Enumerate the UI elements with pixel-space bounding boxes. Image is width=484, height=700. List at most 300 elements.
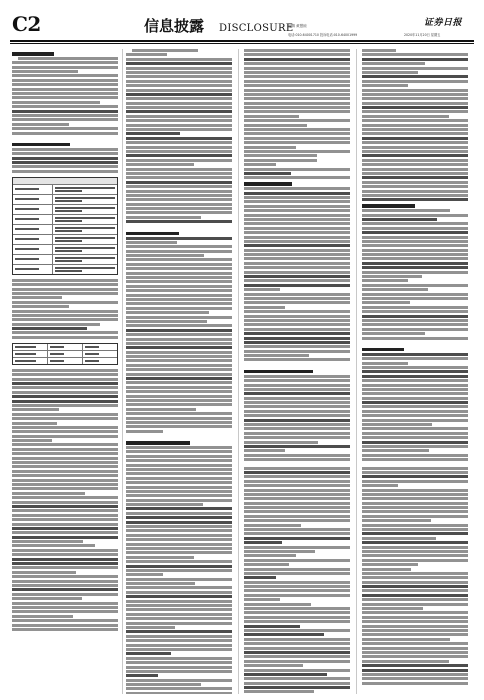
text-line: [244, 686, 350, 689]
text-line: [244, 397, 350, 400]
text-line: [126, 538, 232, 541]
text-line: [362, 168, 468, 171]
text-line: [12, 422, 57, 425]
text-line: [12, 400, 118, 403]
table-cell: [13, 265, 53, 274]
text-line: [12, 452, 118, 455]
text-line: [12, 606, 118, 609]
text-line: [362, 598, 468, 601]
text-line: [126, 459, 232, 462]
text-line: [362, 141, 468, 144]
text-line: [12, 558, 118, 561]
text-line: [12, 310, 118, 313]
text-line: [244, 49, 350, 52]
table-cell: [13, 344, 48, 350]
text-line: [12, 336, 118, 339]
table-cell: [13, 235, 53, 244]
text-line: [12, 549, 118, 552]
text-line: [244, 205, 350, 208]
text-line: [12, 439, 52, 442]
table-cell: [48, 358, 83, 364]
text-line: [126, 687, 232, 690]
text-line: [12, 580, 118, 583]
table-row: [13, 351, 117, 358]
subheading-line: [244, 182, 292, 186]
text-line: [12, 509, 118, 512]
text-line: [12, 610, 118, 613]
text-line: [12, 527, 118, 530]
text-line: [244, 546, 350, 549]
text-line: [126, 399, 232, 402]
text-line: [126, 89, 232, 92]
text-line: [126, 311, 209, 314]
text-line: [362, 375, 468, 378]
text-line: [126, 499, 232, 502]
text-line: [244, 467, 350, 470]
text-line: [244, 323, 350, 326]
text-line: [362, 642, 468, 645]
text-line: [244, 625, 300, 628]
table-cell: [13, 225, 53, 234]
text-line: [362, 655, 468, 658]
text-line: [244, 172, 291, 175]
text-line: [12, 61, 118, 64]
table-row: [13, 225, 117, 235]
text-line: [126, 298, 232, 301]
text-line: [244, 275, 350, 278]
text-line: [244, 432, 350, 435]
text-line: [244, 187, 350, 190]
text-line: [362, 328, 468, 331]
text-line: [244, 594, 350, 597]
text-line: [244, 515, 350, 518]
text-line: [126, 490, 232, 493]
text-line: [12, 110, 118, 113]
text-line: [126, 324, 232, 327]
text-line: [126, 346, 232, 349]
text-line: [126, 573, 163, 576]
text-line: [244, 141, 350, 144]
text-line: [244, 89, 350, 92]
text-line: [12, 514, 118, 517]
text-line: [126, 62, 232, 65]
table-cell: [13, 255, 53, 264]
text-line: [244, 502, 350, 505]
text-line: [362, 432, 468, 435]
text-line: [126, 53, 167, 56]
text-line: [362, 194, 468, 197]
text-column-2: [126, 49, 232, 694]
text-line: [362, 128, 468, 131]
table-row: [13, 215, 117, 225]
text-line: [126, 622, 232, 625]
text-line: [362, 379, 468, 382]
table-cell: [48, 344, 83, 350]
text-line: [244, 541, 282, 544]
text-line: [362, 449, 429, 452]
table-row: [13, 185, 117, 195]
text-line: [12, 395, 118, 398]
text-line: [244, 651, 350, 654]
text-line: [126, 521, 232, 524]
column-divider: [122, 49, 123, 694]
text-line: [244, 227, 350, 230]
table-cell: [48, 351, 83, 357]
text-line: [244, 350, 350, 353]
text-line: [244, 231, 350, 234]
text-line: [362, 67, 468, 70]
text-line: [244, 214, 350, 217]
text-line: [126, 486, 232, 489]
text-line: [362, 677, 468, 680]
text-line: [362, 629, 468, 632]
text-line: [126, 342, 232, 345]
text-line: [244, 524, 301, 527]
text-line: [362, 616, 468, 619]
text-line: [126, 316, 232, 319]
text-line: [362, 80, 468, 83]
paragraph-gap: [244, 363, 350, 367]
text-line: [126, 124, 232, 127]
text-line: [12, 575, 118, 578]
text-line: [362, 110, 468, 113]
text-line: [126, 168, 232, 171]
text-line: [244, 598, 280, 601]
text-line: [362, 353, 468, 356]
text-line: [244, 427, 350, 430]
text-line: [126, 106, 232, 109]
table-cell: [13, 215, 53, 224]
text-line: [244, 647, 350, 650]
text-line: [12, 593, 118, 596]
text-line: [244, 297, 350, 300]
text-line: [362, 541, 468, 544]
text-line: [126, 430, 163, 433]
text-line: [244, 53, 350, 56]
text-line: [244, 80, 350, 83]
text-line: [362, 405, 468, 408]
text-line: [12, 544, 95, 547]
text-line: [126, 176, 232, 179]
text-line: [126, 263, 232, 266]
text-line: [126, 417, 232, 420]
text-line: [126, 503, 203, 506]
text-line: [126, 516, 232, 519]
text-line: [362, 119, 468, 122]
text-line: [362, 185, 468, 188]
text-line: [244, 532, 350, 535]
text-line: [12, 435, 118, 438]
text-line: [126, 547, 232, 550]
text-line: [362, 124, 468, 127]
text-line: [244, 436, 350, 439]
text-line: [126, 351, 232, 354]
text-line: [12, 461, 118, 464]
text-line: [362, 445, 468, 448]
text-line: [244, 257, 350, 260]
text-line: [244, 62, 350, 65]
text-line: [362, 611, 468, 614]
paragraph-gap: [126, 434, 232, 438]
text-line: [126, 600, 232, 603]
subheading-line: [362, 204, 415, 208]
text-line: [362, 253, 468, 256]
text-line: [244, 419, 350, 422]
text-line: [126, 543, 232, 546]
text-line: [12, 88, 118, 91]
text-line: [126, 556, 194, 559]
text-line: [362, 647, 468, 650]
text-line: [362, 163, 468, 166]
text-line: [126, 338, 232, 341]
text-line: [244, 642, 350, 645]
text-line: [12, 496, 118, 499]
text-line: [244, 497, 350, 500]
text-line: [126, 586, 232, 589]
text-line: [12, 430, 118, 433]
text-line: [244, 379, 350, 382]
text-line: [126, 119, 232, 122]
text-line: [362, 550, 468, 553]
text-line: [12, 487, 118, 490]
text-line: [126, 154, 232, 157]
text-line: [12, 157, 118, 160]
table-cell: [13, 195, 53, 204]
text-line: [126, 534, 232, 537]
text-line: [126, 84, 232, 87]
column-divider: [356, 49, 357, 694]
text-line: [362, 315, 468, 318]
text-line: [12, 123, 69, 126]
text-line: [362, 366, 468, 369]
text-line: [12, 540, 83, 543]
text-line: [12, 408, 59, 411]
text-line: [126, 159, 232, 162]
text-line: [126, 329, 232, 332]
text-line: [244, 690, 314, 693]
text-line: [244, 392, 350, 395]
text-line: [362, 524, 468, 527]
text-line: [362, 306, 468, 309]
text-line: [126, 359, 232, 362]
text-line: [126, 403, 232, 406]
text-line: [362, 414, 468, 417]
text-line: [362, 669, 468, 672]
text-line: [244, 150, 350, 153]
text-line: [126, 613, 232, 616]
text-line: [244, 607, 350, 610]
text-line: [362, 471, 468, 474]
text-line: [126, 635, 232, 638]
text-line: [12, 373, 118, 376]
text-line: [244, 236, 350, 239]
text-line: [362, 115, 449, 118]
text-line: [126, 194, 232, 197]
text-line: [362, 388, 468, 391]
page-number: C2: [12, 12, 41, 36]
text-line: [126, 110, 232, 113]
text-line: [362, 581, 468, 584]
text-line: [362, 423, 432, 426]
table-row: [13, 255, 117, 265]
text-line: [362, 502, 468, 505]
text-line: [126, 172, 232, 175]
text-line: [126, 595, 232, 598]
text-line: [244, 293, 350, 296]
text-line: [244, 192, 350, 195]
text-line: [12, 553, 118, 556]
text-line: [12, 566, 118, 569]
text-line: [244, 506, 350, 509]
text-line: [244, 75, 350, 78]
table-cell: [53, 205, 117, 214]
text-line: [126, 591, 232, 594]
text-line: [244, 315, 350, 318]
text-line: [126, 185, 232, 188]
text-line: [126, 395, 232, 398]
text-line: [12, 413, 118, 416]
subheading-line: [362, 348, 404, 352]
text-line: [244, 669, 350, 672]
text-line: [126, 608, 232, 611]
text-line: [244, 616, 350, 619]
text-line: [362, 319, 468, 322]
text-line: [12, 443, 118, 446]
text-line: [244, 58, 350, 61]
text-line: [244, 484, 350, 487]
text-line: [244, 449, 285, 452]
table-cell: [53, 265, 117, 274]
text-line: [126, 97, 232, 100]
text-line: [362, 401, 468, 404]
text-line: [12, 597, 82, 600]
text-line: [126, 211, 232, 214]
text-line: [362, 71, 418, 74]
table-row: [13, 265, 117, 274]
text-line: [244, 528, 350, 531]
text-line: [12, 301, 118, 304]
text-line: [126, 137, 232, 140]
text-line: [126, 617, 232, 620]
text-line: [12, 615, 73, 618]
text-line: [244, 137, 350, 140]
text-line: [126, 190, 232, 193]
text-line: [362, 568, 411, 571]
text-line: [126, 285, 232, 288]
text-line: [362, 537, 436, 540]
text-line: [244, 660, 350, 663]
table-cell: [53, 235, 117, 244]
text-line: [362, 554, 468, 557]
text-line: [244, 441, 318, 444]
text-line: [126, 569, 232, 572]
text-line: [126, 551, 232, 554]
text-line: [244, 319, 350, 322]
text-line: [244, 401, 350, 404]
text-line: [126, 355, 232, 358]
text-line: [12, 96, 118, 99]
text-line: [126, 373, 232, 376]
text-line: [362, 218, 437, 221]
text-line: [244, 603, 311, 606]
text-line: [126, 276, 232, 279]
text-line: [12, 79, 118, 82]
text-line: [132, 49, 198, 52]
text-line: [362, 410, 468, 413]
text-line: [12, 127, 118, 130]
text-line: [244, 480, 350, 483]
text-line: [126, 320, 207, 323]
text-line: [244, 110, 350, 113]
text-line: [362, 510, 468, 513]
text-line: [362, 467, 468, 470]
text-line: [244, 244, 350, 247]
issue-date: 2020年11月20日 星期五: [404, 33, 441, 37]
table-cell: [13, 351, 48, 357]
text-line: [362, 231, 468, 234]
text-line: [244, 106, 350, 109]
text-line: [362, 585, 468, 588]
paragraph-gap: [362, 341, 468, 345]
text-line: [244, 677, 350, 680]
text-line: [12, 505, 118, 508]
text-line: [244, 306, 285, 309]
text-line: [362, 633, 468, 636]
text-line: [12, 66, 118, 69]
text-line: [362, 594, 468, 597]
text-line: [362, 284, 468, 287]
text-line: [126, 670, 232, 673]
text-line: [362, 332, 425, 335]
text-line: [362, 172, 468, 175]
text-line: [362, 397, 468, 400]
text-line: [126, 512, 232, 515]
text-line: [244, 115, 299, 118]
text-line: [362, 572, 468, 575]
text-line: [362, 271, 468, 274]
text-line: [244, 97, 350, 100]
text-line: [244, 288, 280, 291]
text-line: [126, 58, 232, 61]
table-row: [13, 344, 117, 351]
text-line: [126, 674, 158, 677]
text-line: [244, 414, 350, 417]
text-line: [244, 196, 350, 199]
text-line: [362, 362, 408, 365]
text-line: [244, 279, 350, 282]
text-line: [362, 337, 468, 340]
text-line: [244, 471, 350, 474]
text-line: [126, 565, 232, 568]
paragraph-gap: [12, 136, 118, 140]
text-line: [244, 673, 327, 676]
table-cell: [53, 185, 117, 194]
text-line: [126, 294, 232, 297]
table-cell: [83, 351, 117, 357]
text-line: [126, 75, 232, 78]
text-line: [244, 388, 350, 391]
text-line: [362, 682, 468, 685]
subheading-line: [244, 370, 313, 374]
text-line: [12, 417, 118, 420]
text-line: [362, 262, 468, 265]
text-line: [362, 489, 468, 492]
text-line: [244, 266, 350, 269]
text-line: [126, 468, 232, 471]
text-line: [244, 384, 350, 387]
text-line: [126, 241, 177, 244]
text-line: [126, 71, 232, 74]
